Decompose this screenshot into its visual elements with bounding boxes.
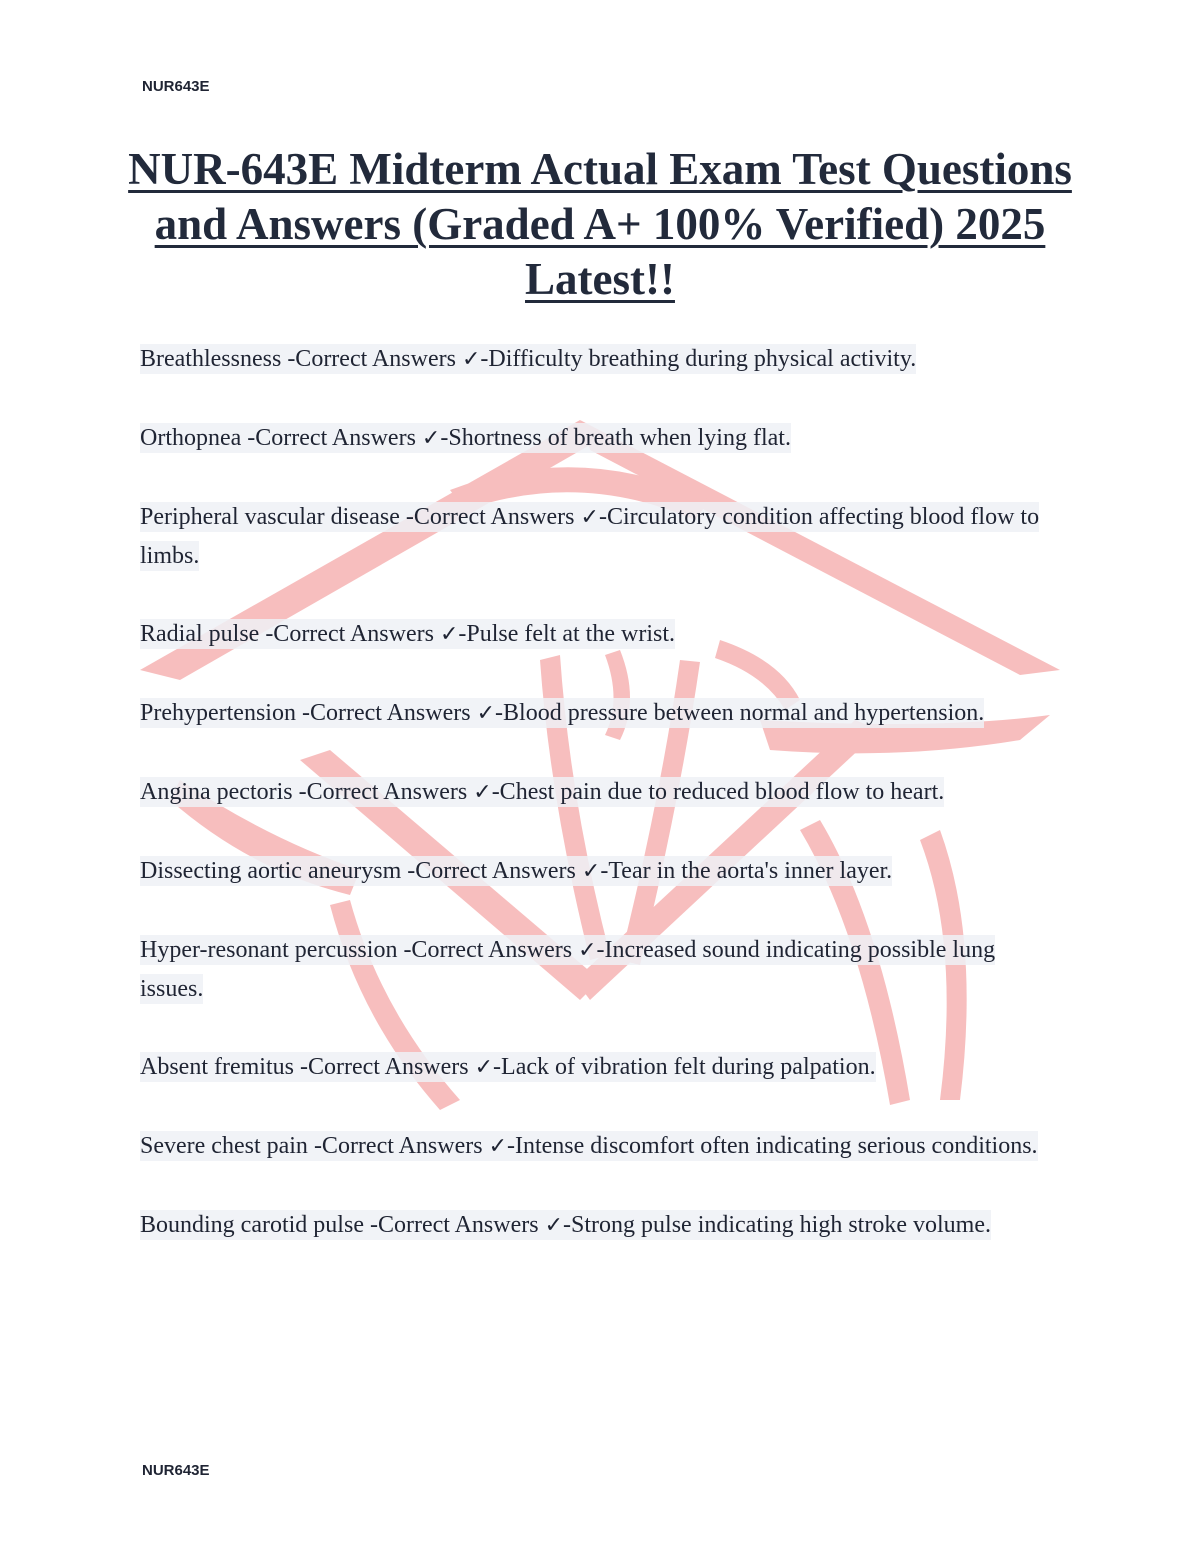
checkmark-icon: ✓: [439, 622, 459, 647]
qa-term: Prehypertension: [140, 700, 302, 726]
qa-highlight: [140, 1052, 876, 1082]
qa-highlight: [140, 502, 1039, 571]
qa-term: Severe chest pain: [140, 1133, 314, 1159]
page-footer-label: NUR643E: [142, 1462, 210, 1479]
qa-term: Breathlessness: [140, 346, 288, 372]
checkmark-icon: ✓: [581, 859, 601, 884]
qa-separator: -Correct Answers: [403, 937, 579, 963]
checkmark-icon: ✓: [488, 1134, 507, 1159]
qa-item: [140, 931, 1060, 1008]
qa-separator: -Correct Answers: [247, 425, 422, 451]
qa-term: Dissecting aortic aneurysm: [140, 858, 408, 884]
checkmark-icon: ✓: [473, 780, 492, 805]
qa-item: [140, 694, 1060, 733]
qa-highlight: [140, 935, 995, 1004]
qa-separator: -Correct Answers: [265, 621, 440, 647]
qa-list: [140, 340, 1060, 1285]
qa-item: [140, 419, 1060, 458]
qa-term: Peripheral vascular disease: [140, 504, 406, 530]
qa-term: Orthopnea: [140, 425, 248, 451]
qa-item: [140, 1206, 1060, 1245]
qa-item: [140, 773, 1060, 812]
qa-answer: -Difficulty breathing during physical activity.: [480, 346, 917, 372]
qa-highlight: [140, 698, 984, 728]
qa-separator: -Correct Answers: [407, 858, 582, 884]
qa-item: [140, 615, 1060, 654]
qa-answer: -Blood pressure between normal and hypertension.: [495, 700, 985, 726]
qa-term: Radial pulse: [140, 621, 266, 647]
qa-term: Absent fremitus: [140, 1054, 300, 1080]
qa-answer: -Increased sound indicating possible lung issues.: [140, 937, 996, 1002]
checkmark-icon: ✓: [476, 701, 496, 726]
qa-term: Angina pectoris: [140, 779, 299, 805]
qa-item: [140, 340, 1060, 379]
qa-answer: -Lack of vibration felt during palpation.: [493, 1054, 876, 1080]
qa-answer: -Strong pulse indicating high stroke volume.: [563, 1212, 991, 1238]
qa-highlight: [140, 1131, 1038, 1161]
checkmark-icon: ✓: [461, 347, 481, 372]
qa-highlight: [140, 344, 916, 374]
qa-answer: -Tear in the aorta's inner layer.: [600, 858, 893, 884]
qa-term: Hyper-resonant percussion: [140, 937, 404, 963]
checkmark-icon: ✓: [544, 1213, 564, 1238]
qa-separator: -Correct Answers: [405, 504, 581, 530]
qa-separator: -Correct Answers: [298, 779, 474, 805]
qa-highlight: [140, 423, 791, 453]
qa-item: [140, 498, 1060, 575]
qa-separator: -Correct Answers: [301, 700, 477, 726]
qa-highlight: [140, 777, 944, 807]
qa-answer: -Chest pain due to reduced blood flow to heart.: [491, 779, 945, 805]
qa-answer: -Intense discomfort often indicating serious conditions.: [507, 1133, 1038, 1159]
checkmark-icon: ✓: [474, 1055, 494, 1080]
checkmark-icon: ✓: [578, 938, 597, 963]
page-header-label: NUR643E: [142, 78, 210, 95]
checkmark-icon: ✓: [421, 426, 441, 451]
qa-term: Bounding carotid pulse: [140, 1212, 370, 1238]
qa-item: [140, 852, 1060, 891]
checkmark-icon: ✓: [580, 505, 599, 530]
qa-highlight: [140, 856, 892, 886]
qa-item: [140, 1127, 1060, 1166]
qa-separator: -Correct Answers: [369, 1212, 545, 1238]
qa-answer: -Pulse felt at the wrist.: [458, 621, 675, 647]
qa-separator: -Correct Answers: [299, 1054, 475, 1080]
qa-highlight: [140, 1210, 991, 1240]
qa-highlight: [140, 619, 675, 649]
qa-answer: -Shortness of breath when lying flat.: [440, 425, 791, 451]
page-title: NUR-643E Midterm Actual Exam Test Questions and Answers (Graded A+ 100% Verified) 2025 Latest!!: [128, 144, 1072, 304]
qa-item: [140, 1048, 1060, 1087]
qa-answer: -Circulatory condition affecting blood flow to limbs.: [140, 504, 1040, 569]
qa-separator: -Correct Answers: [313, 1133, 489, 1159]
qa-separator: -Correct Answers: [287, 346, 462, 372]
